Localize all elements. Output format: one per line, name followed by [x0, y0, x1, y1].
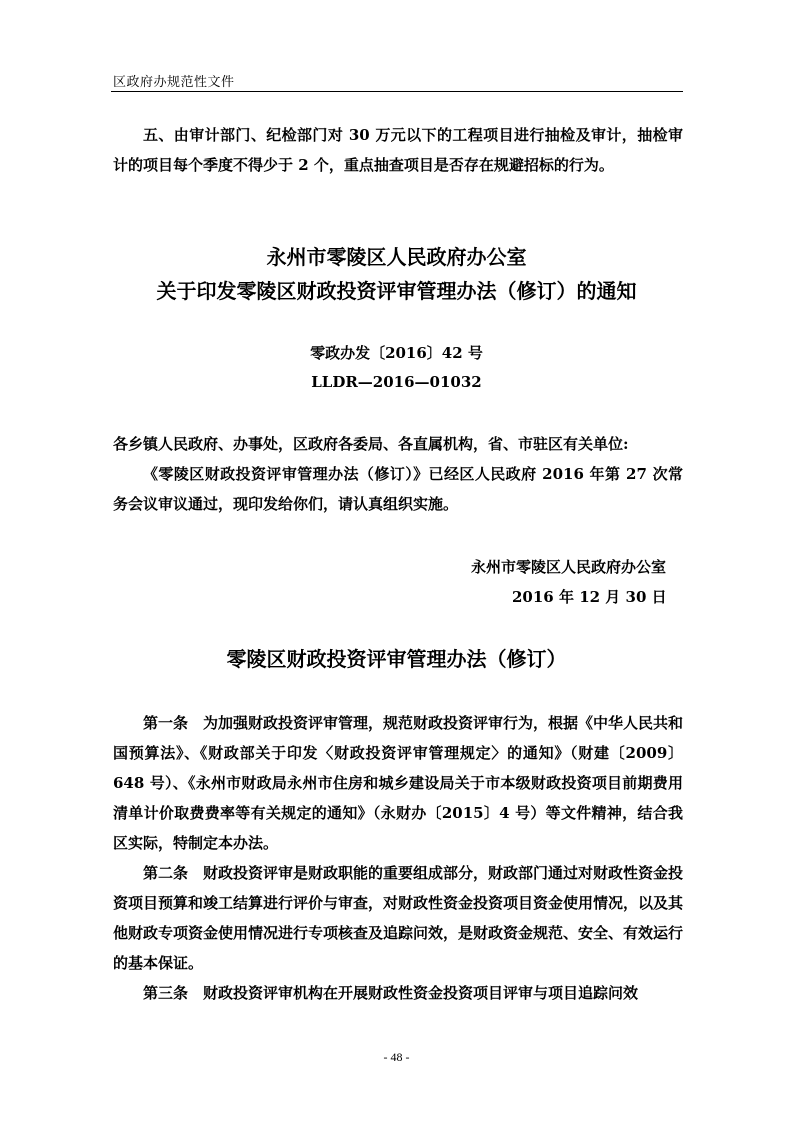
article-3: 第三条 财政投资评审机构在开展财政性资金投资项目评审与项目追踪问效: [143, 984, 639, 1002]
notice-title-line2: 关于印发零陵区财政投资评审管理办法（修订）的通知: [156, 279, 637, 303]
header-text: 区政府办规范性文件: [113, 75, 235, 90]
register-number: LLDR—2016—01032: [311, 373, 482, 391]
issue-date: 2016 年 12 月 30 日: [512, 588, 667, 606]
doc-number: 零政办发〔2016〕42 号: [310, 344, 483, 362]
article-1: 第一条 为加强财政投资评审管理，规范财政投资评审行为，根据《中华人民共和国预算法》、《财政部关于印发〈财政投资评审管理规定〉的通知》（财建〔2009〕648 号）、《永州市财政局永州市住房和城乡建设局关于市本级财政投资项目前期费用清单计价取费费率等有关规定的通知》（永财办〔2015〕4 号）等文件精神，结合我区实际，特制定本办法。: [113, 714, 684, 852]
page-number: - 48 -: [383, 1050, 410, 1064]
notice-title-line1: 永州市零陵区人民政府办公室: [266, 245, 527, 269]
measures-title: 零陵区财政投资评审管理办法（修订）: [226, 647, 567, 671]
signer: 永州市零陵区人民政府办公室: [471, 558, 667, 576]
item-five-paragraph: 五、由审计部门、纪检部门对 30 万元以下的工程项目进行抽检及审计，抽检审计的项目每个季度不得少于 2 个，重点抽查项目是否存在规避招标的行为。: [113, 126, 683, 174]
header-divider: [111, 91, 683, 92]
article-2: 第二条 财政投资评审是财政职能的重要组成部分，财政部门通过对财政性资金投资项目预算和竣工结算进行评价与审查，对财政性资金投资项目资金使用情况，以及其他财政专项资金使用情况进行专项核查及追踪问效，是财政资金规范、安全、有效运行的基本保证。: [113, 864, 684, 972]
addressee: 各乡镇人民政府、办事处，区政府各委局、各直属机构，省、市驻区有关单位:: [113, 435, 629, 453]
notice-body: 《零陵区财政投资评审管理办法（修订）》已经区人民政府 2016 年第 27 次常务会议审议通过，现印发给你们，请认真组织实施。: [113, 465, 683, 513]
